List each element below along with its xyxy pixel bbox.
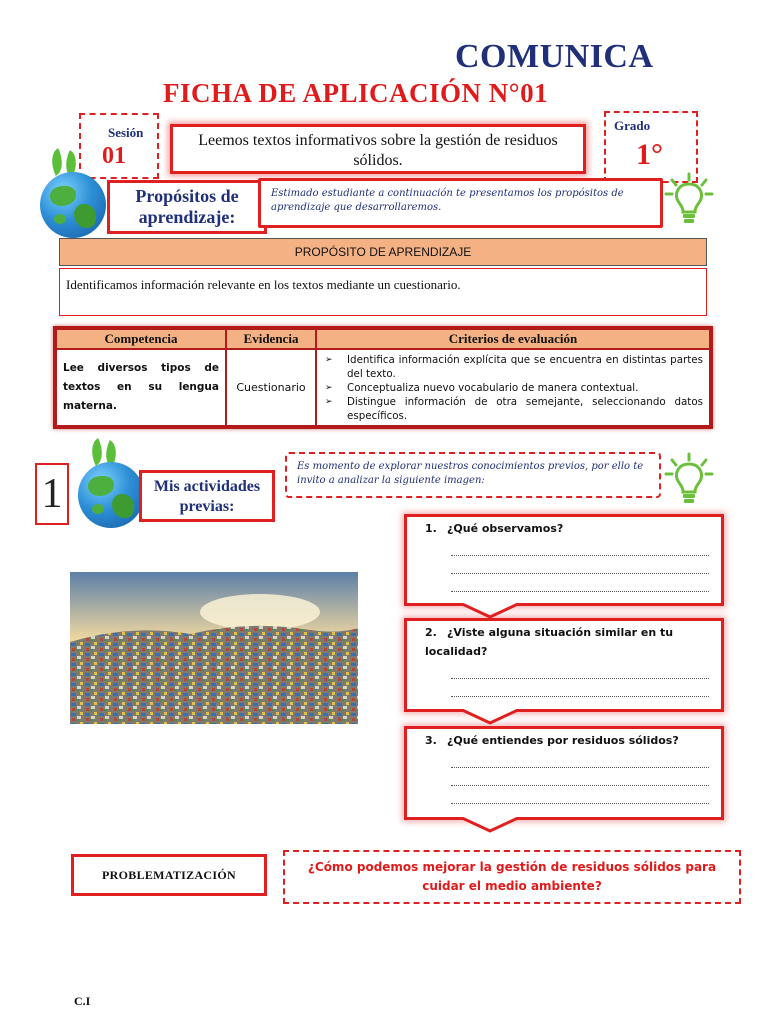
question-number: 1. xyxy=(425,522,437,535)
activities-message-bubble xyxy=(285,452,661,498)
question-box-arrow xyxy=(460,709,520,725)
question-3 xyxy=(407,729,721,750)
activities-message: Es momento de explorar nuestros conocimientos previos, por ello te invito a analizar la siguiente imagen: xyxy=(297,461,644,486)
grade-label: Grado xyxy=(614,118,651,133)
topic-box: Leemos textos informativos sobre la gestión de residuos sólidos. xyxy=(170,124,586,174)
question-text: ¿Viste alguna situación similar en tu localidad? xyxy=(425,626,674,658)
competency-table xyxy=(53,326,713,429)
problematization-label: PROBLEMATIZACIÓN xyxy=(71,854,267,896)
question-number: 2. xyxy=(425,626,437,639)
purposes-message-bubble xyxy=(258,178,663,228)
competency-cell: Lee diversos tipos de textos en su lengua materna. xyxy=(55,349,226,427)
lightbulb-icon xyxy=(664,452,714,506)
question-box-arrow xyxy=(460,817,520,833)
answer-line[interactable] xyxy=(451,538,709,556)
header-criteria: Criterios de evaluación xyxy=(316,328,711,349)
globe-icon xyxy=(78,462,144,528)
question-2 xyxy=(407,621,721,661)
question-text: ¿Qué observamos? xyxy=(447,522,564,535)
criteria-cell xyxy=(316,349,711,427)
subject-title: COMUNICA xyxy=(455,38,654,75)
question-1 xyxy=(407,517,721,538)
header-competency: Competencia xyxy=(55,328,226,349)
footer-text: C.I xyxy=(74,994,91,1008)
worksheet-title: FICHA DE APLICACIÓN N°01 xyxy=(163,78,549,108)
question-number: 3. xyxy=(425,734,437,747)
lightbulb-icon xyxy=(664,172,714,226)
problematization-question: ¿Cómo podemos mejorar la gestión de residuos sólidos para cuidar el medio ambiente? xyxy=(283,850,741,904)
question-text: ¿Qué entiendes por residuos sólidos? xyxy=(447,734,679,747)
criteria-item: ➢ Distingue información de otra semejante, seleccionando datos específicos. xyxy=(347,395,703,423)
session-number: 01 xyxy=(102,143,126,169)
activities-title: Mis actividades previas: xyxy=(139,470,275,522)
question-box-2 xyxy=(404,618,724,712)
purposes-message: Estimado estudiante a continuación te presentamos los propósitos de aprendizaje que desarrollaremos. xyxy=(271,188,624,213)
evidence-cell: Cuestionario xyxy=(226,349,316,427)
grade-number: 1° xyxy=(636,138,663,171)
globe-icon xyxy=(40,172,106,238)
session-label: Sesión xyxy=(108,125,144,140)
purposes-title: Propósitos de aprendizaje: xyxy=(107,180,267,234)
answer-line[interactable] xyxy=(451,768,709,786)
answer-line[interactable] xyxy=(451,556,709,574)
answer-line[interactable] xyxy=(451,786,709,804)
answer-line[interactable] xyxy=(451,574,709,592)
question-box-3 xyxy=(404,726,724,820)
purpose-header: PROPÓSITO DE APRENDIZAJE xyxy=(59,238,707,266)
criteria-item: ➢ Identifica información explícita que se encuentra en distintas partes del texto. xyxy=(347,353,703,381)
purpose-text: Identificamos información relevante en los textos mediante un cuestionario. xyxy=(59,268,707,316)
answer-line[interactable] xyxy=(451,661,709,679)
answer-line[interactable] xyxy=(451,679,709,697)
question-box-arrow xyxy=(460,603,520,619)
question-box-1 xyxy=(404,514,724,606)
landfill-photo xyxy=(70,572,358,724)
activity-number: 1 xyxy=(35,463,69,525)
criteria-item: ➢ Conceptualiza nuevo vocabulario de manera contextual. xyxy=(347,381,703,395)
header-evidence: Evidencia xyxy=(226,328,316,349)
answer-line[interactable] xyxy=(451,750,709,768)
